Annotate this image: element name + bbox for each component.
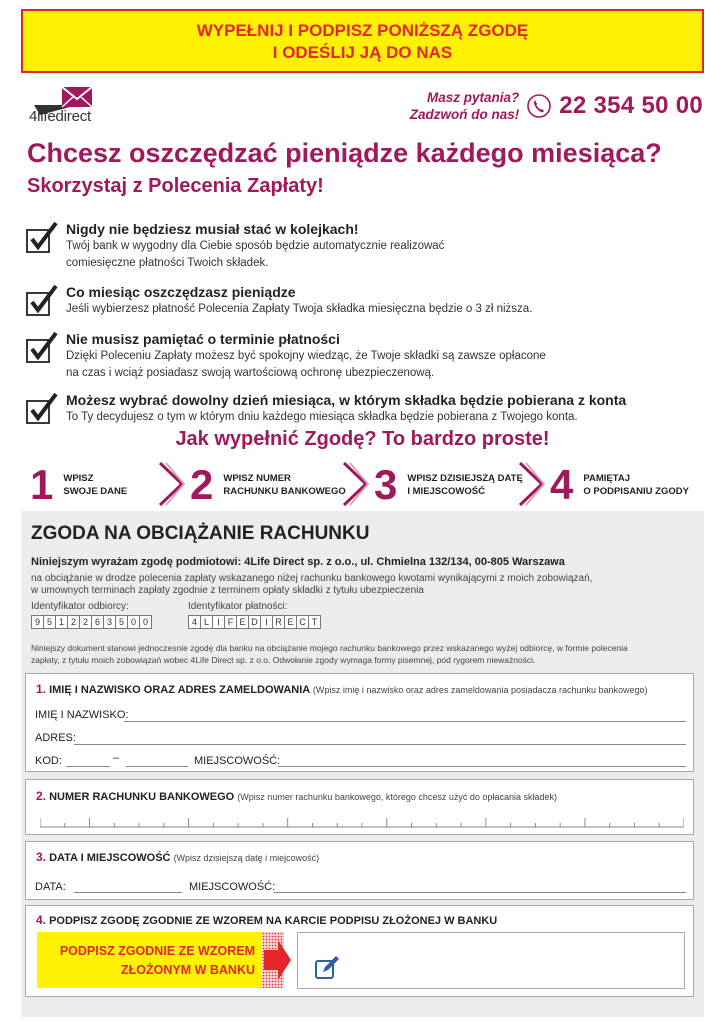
benefit-title: Co miesiąc oszczędzasz pieniądze [66, 284, 296, 300]
benefit-item [26, 391, 676, 426]
benefit-desc: Dzięki Poleceniu Zapłaty możesz być spokojny wiedząc, że Twoje składki są zawsze opłacone [66, 350, 546, 362]
step-number: 1 [30, 461, 54, 508]
payment-id-char: 4 [188, 615, 201, 629]
payment-id-char: L [200, 615, 213, 629]
city-field[interactable] [278, 766, 686, 767]
payment-id-char: R [272, 615, 285, 629]
recipient-id-digit: 5 [115, 615, 128, 629]
recipient-id-digit: 6 [91, 615, 104, 629]
sub-headline: Skorzystaj z Polecenia Zapłaty! [27, 175, 324, 197]
place-label: MIEJSCOWOŚĆ: [189, 881, 276, 893]
contact-question: Masz pytania? Zadzwoń do nas! [409, 90, 520, 122]
address-field[interactable] [74, 744, 686, 745]
main-headline: Chcesz oszczędzać pieniądze każdego miesiąca? [27, 138, 662, 168]
step-1: 1 WPISZ SWOJE DANE [30, 461, 128, 508]
checkmark-icon [26, 393, 60, 425]
date-field[interactable] [74, 892, 182, 893]
recipient-id-boxes [31, 615, 151, 629]
benefit-desc: Twój bank w wygodny dla Ciebie sposób będzie automatycznie realizować [66, 240, 445, 252]
checkmark-icon [26, 332, 60, 364]
payment-id-char: T [308, 615, 321, 629]
recipient-id-label: Identyfikator odbiorcy: [31, 601, 129, 612]
form-paragraph: na obciążanie w drodze polecenia zapłaty wskazanego niżej rachunku bankowego kwotami wynikającymi z moich zobowiązań, [31, 573, 593, 584]
form-legal-note: Niniejszy dokument stanowi jednoczesnie zgodę dla banku na obciążanie mojego rachunku bankowego przez wskazanego wyżej odbiorcę, w formie polecenia zapłaty, z tytułu moich zobowiązań wobec 4Life Direct sp. z o.o. Odwołanie zgody wymaga formy pisemnej, pod rygorem nieważności. [31, 643, 628, 665]
banner-line-2: I ODEŚLIJ JĄ DO NAS [272, 43, 453, 62]
benefit-title: Możesz wybrać dowolny dzień miesiąca, w którym składka będzie pobierana z konta [66, 392, 627, 408]
signature-field[interactable] [297, 932, 685, 989]
contact-block [410, 86, 703, 126]
how-to-heading: Jak wypełnić Zgodę? To bardzo proste! [175, 428, 550, 450]
step-number: 2 [190, 461, 214, 508]
section-title: 3. DATA I MIEJSCOWOŚĆ (Wpisz dzisiejszą datę i miejcowość) [36, 850, 320, 864]
benefit-desc: Jeśli wybierzesz płatność Polecenia Zapłaty Twoja składka miesięczna będzie o 3 zł niższa. [66, 303, 533, 315]
benefit-title: Nigdy nie będziesz musiał stać w kolejkach! [66, 221, 359, 237]
benefit-desc: comiesięczne płatności Twoich składek. [66, 257, 269, 269]
step-number: 3 [374, 461, 398, 508]
city-label: MIEJSCOWOŚĆ: [194, 755, 281, 767]
recipient-id-digit: 2 [67, 615, 80, 629]
section-title: 2. NUMER RACHUNKU BANKOWEGO (Wpisz numer rachunku bankowego, którego chcesz użyć do opłacania składek) [36, 789, 557, 803]
benefit-item [26, 283, 676, 318]
payment-id-char: I [260, 615, 273, 629]
instruction-banner [21, 9, 704, 73]
payment-id-char: E [284, 615, 297, 629]
payment-id-label: Identyfikator płatności: [188, 601, 288, 612]
step-2: 2 WPISZ NUMER RACHUNKU BANKOWEGO [190, 461, 346, 508]
checkmark-icon [26, 285, 60, 317]
pen-edit-icon [314, 955, 340, 981]
postal-code-label: KOD: [35, 755, 62, 767]
benefit-desc: To Ty decydujesz o tym w którym dniu każdego miesiąca składka będzie pobierana z Twojego konta. [66, 411, 578, 423]
postal-code-dash: – [113, 752, 120, 764]
chevron-right-icon [342, 461, 370, 507]
benefit-desc: na czas i wciąż posiadasz swoją wartościową ochronę ubezpieczenową. [66, 367, 435, 379]
recipient-id-digit: 5 [43, 615, 56, 629]
date-label: DATA: [35, 881, 66, 893]
postal-code-field[interactable] [66, 766, 110, 767]
payment-id-char: C [296, 615, 309, 629]
payment-id-boxes [188, 615, 320, 629]
arrow-right-icon [262, 932, 292, 988]
name-field[interactable] [124, 721, 686, 722]
recipient-id-digit: 3 [103, 615, 116, 629]
chevron-right-icon [158, 461, 186, 507]
section-signature [25, 905, 694, 997]
step-number: 4 [550, 461, 574, 508]
section-bank-account [25, 779, 694, 835]
postal-code-field-2[interactable] [126, 766, 188, 767]
step-3: 3 WPISZ DZISIEJSZĄ DATĘ I MIEJSCOWOŚĆ [374, 461, 523, 508]
account-number-field[interactable] [40, 816, 684, 828]
payment-id-char: F [224, 615, 237, 629]
benefit-title: Nie musisz pamiętać o terminie płatności [66, 331, 340, 347]
form-title: ZGODA NA OBCIĄŻANIE RACHUNKU [31, 523, 370, 544]
recipient-id-digit: 0 [127, 615, 140, 629]
recipient-id-digit: 1 [55, 615, 68, 629]
payment-id-char: D [248, 615, 261, 629]
payment-id-char: E [236, 615, 249, 629]
section-title: 1. IMIĘ I NAZWISKO ORAZ ADRES ZAMELDOWANIA (Wpisz imię i nazwisko oraz adres zameldowania posiadacza rachunku bankowego) [36, 682, 648, 696]
section-title: 4. PODPISZ ZGODĘ ZGODNIE ZE WZOREM NA KARCIE PODPISU ZŁOŻONEJ W BANKU [36, 913, 498, 927]
phone-number[interactable]: 22 354 50 00 [559, 92, 703, 119]
section-personal-data [25, 673, 694, 772]
recipient-id-digit: 0 [139, 615, 152, 629]
step-4: 4 PAMIĘTAJ O PODPISANIU ZGODY [550, 461, 689, 508]
chevron-right-icon [518, 461, 546, 507]
banner-line-1: WYPEŁNIJ I PODPISZ PONIŻSZĄ ZGODĘ [196, 21, 529, 40]
form-intro: Niniejszym wyrażam zgodę podmiotowi: 4Life Direct sp. z o.o., ul. Chmielna 132/134, 00-805 Warszawa [31, 556, 565, 568]
section-date-place [25, 841, 694, 900]
signature-instruction: PODPISZ ZGODNIE ZE WZOREM ZŁOŻONYM W BANKU [37, 932, 283, 988]
name-label: IMIĘ I NAZWISKO: [35, 709, 129, 721]
benefit-item [26, 330, 676, 382]
recipient-id-digit: 2 [79, 615, 92, 629]
benefit-item [26, 220, 676, 272]
checkmark-icon [26, 222, 60, 254]
recipient-id-digit: 9 [31, 615, 44, 629]
form-paragraph: w umownych terminach zapłaty zgodnie z terminem opłaty składki z tytułu ubezpieczenia [31, 585, 424, 596]
payment-id-char: I [212, 615, 225, 629]
address-label: ADRES: [35, 732, 76, 744]
logo-wordmark: 4lifedirect [29, 108, 91, 125]
place-field[interactable] [274, 892, 686, 893]
phone-icon [527, 94, 551, 118]
